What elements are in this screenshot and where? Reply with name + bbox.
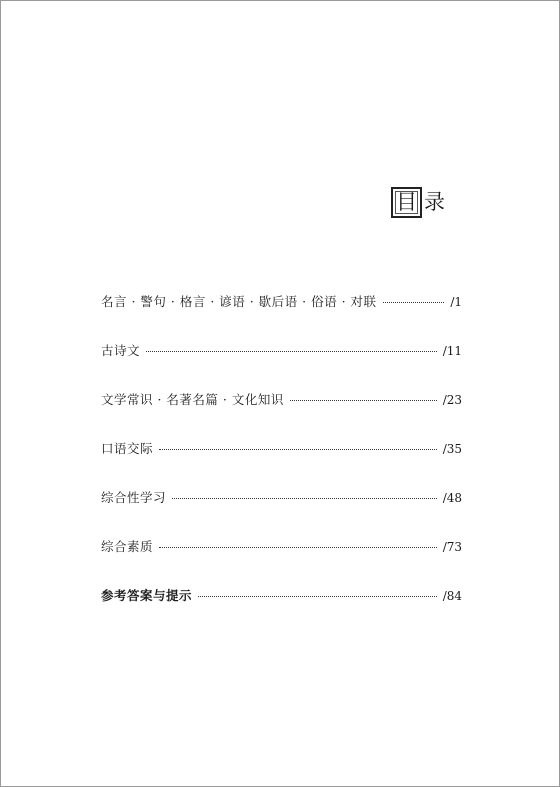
toc-entry-title: 文学常识 · 名著名篇 · 文化知识 [101, 392, 284, 407]
toc-entry-title: 参考答案与提示 [101, 588, 193, 603]
toc-entry-title: 古诗文 [101, 343, 141, 358]
toc-entry-title: 综合素质 [101, 539, 154, 554]
dot-leader [198, 595, 437, 597]
toc-entry-page: /73 [442, 540, 462, 554]
toc-entry-page: /23 [442, 393, 462, 407]
toc-entry-page: /35 [442, 442, 462, 456]
dot-leader [290, 399, 437, 401]
dot-leader [159, 448, 437, 450]
toc-entry[interactable] [101, 537, 462, 586]
toc-entry-page: /48 [442, 491, 462, 505]
toc-entry[interactable] [101, 341, 462, 390]
toc-heading-char-2: 录 [424, 190, 445, 214]
toc-entry[interactable] [101, 292, 462, 341]
toc-entry[interactable] [101, 488, 462, 537]
dot-leader [146, 350, 437, 352]
table-of-contents [101, 292, 462, 635]
toc-entry[interactable] [101, 439, 462, 488]
toc-entry-title: 口语交际 [101, 441, 154, 456]
toc-entry-page: /84 [442, 589, 462, 603]
toc-entry-title: 综合性学习 [101, 490, 167, 505]
toc-heading [391, 187, 447, 218]
dot-leader [383, 301, 445, 303]
toc-entry[interactable] [101, 390, 462, 439]
toc-entry-page: /1 [450, 295, 462, 309]
toc-entry-page: /11 [442, 344, 462, 358]
toc-entry[interactable] [101, 586, 462, 635]
dot-leader [159, 546, 437, 548]
toc-heading-char-1: 目 [391, 187, 422, 218]
toc-entry-title: 名言 · 警句 · 格言 · 谚语 · 歇后语 · 俗语 · 对联 [101, 294, 377, 309]
dot-leader [172, 497, 437, 499]
